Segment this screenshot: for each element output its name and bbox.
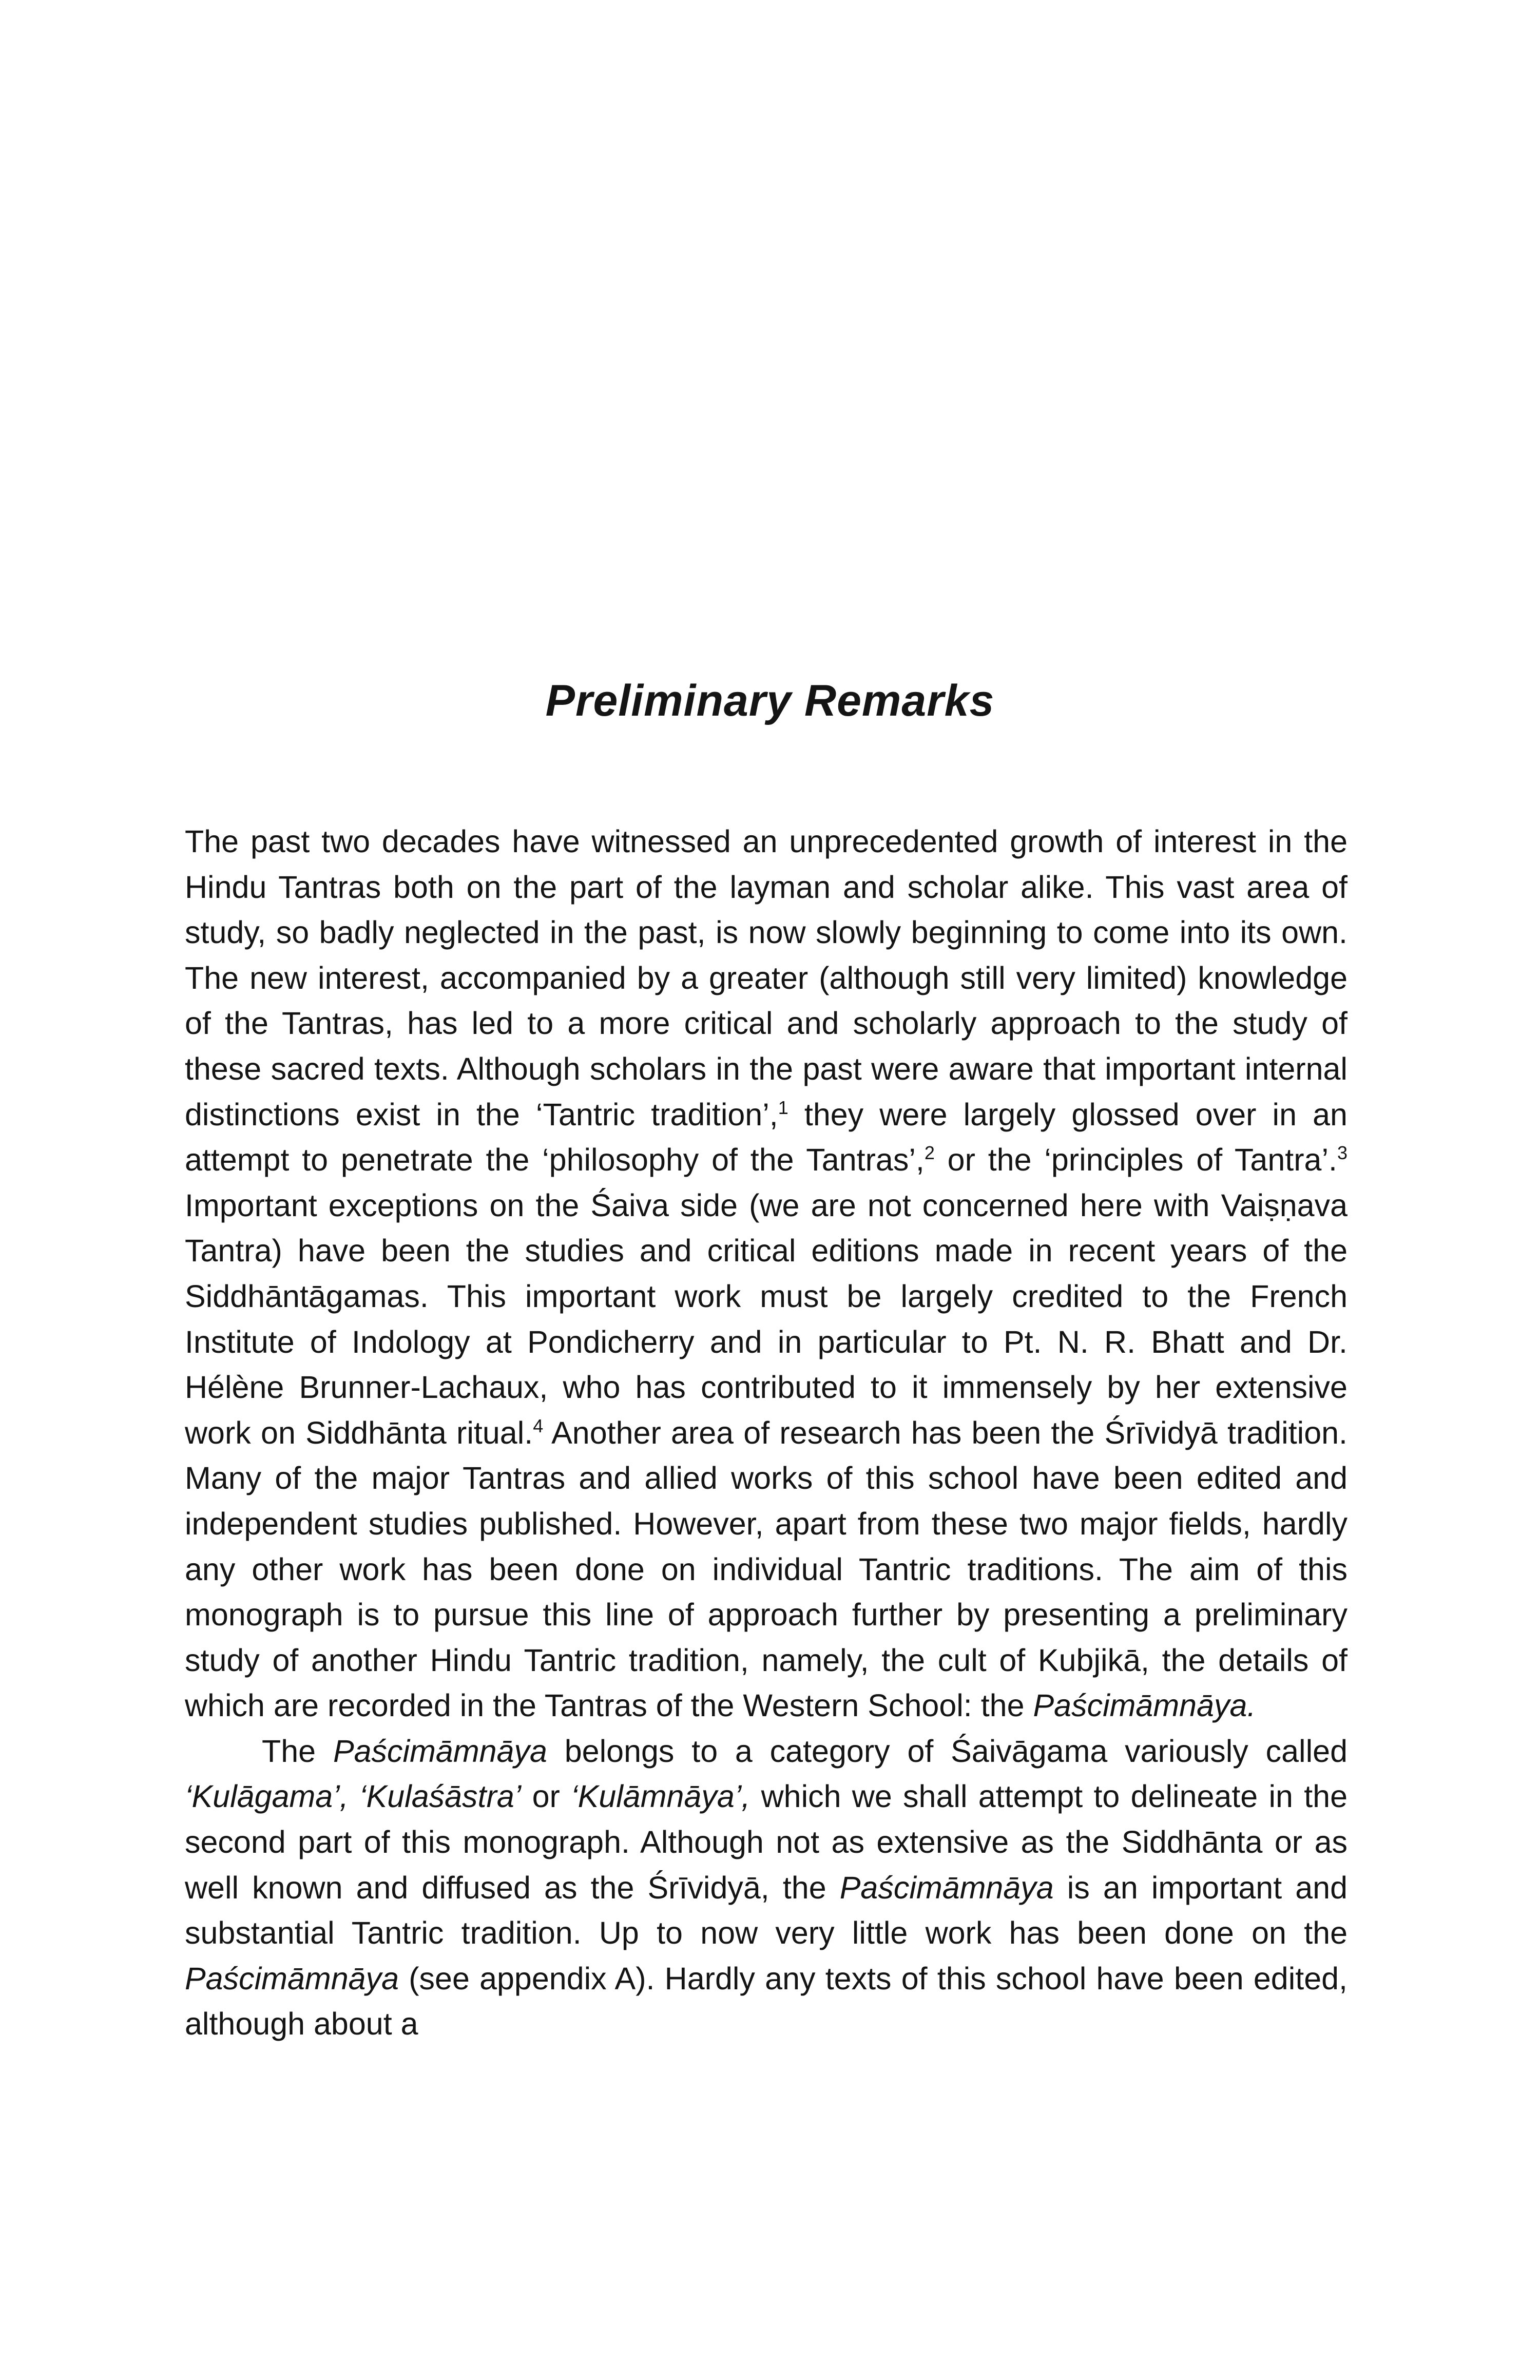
text-segment: or bbox=[521, 1779, 571, 1814]
text-segment: is an important and substantial Tantric tradition. Up to now very little work has been done on the bbox=[185, 1870, 1348, 1951]
footnote-marker: 3 bbox=[1337, 1142, 1348, 1164]
italic-term: ‘Kulāmnāya’, bbox=[571, 1779, 750, 1814]
italic-term: Paścimāmnāya bbox=[333, 1733, 547, 1769]
italic-term: Paścimāmnāya bbox=[185, 1961, 399, 1996]
text-segment: Another area of research has been the Śrīvidyā tradition. Many of the major Tantras and allied works of this school have been edited and independent studies published. However, apart from these two major fields, hardly any other work has been done on individual Tantric traditions. The aim of this monograph is to pursue this line of approach further by presenting a preliminary study of another Hindu Tantric tradition, namely, the cult of Kubjikā, the details of which are recorded in the Tantras of the Western School: the bbox=[185, 1415, 1348, 1723]
italic-term: Paścimāmnāya bbox=[839, 1870, 1054, 1905]
page-title: Preliminary Remarks bbox=[545, 676, 995, 725]
text-segment: they were largely glossed over in an attempt to penetrate the ‘philosophy of the Tantras’, bbox=[185, 1097, 1348, 1178]
footnote-marker: 1 bbox=[778, 1097, 788, 1118]
text-segment: or the ‘principles of Tantra’. bbox=[934, 1142, 1337, 1178]
body-text bbox=[185, 819, 1348, 2047]
text-segment: (see appendix A). Hardly any texts of this school have been edited, although about a bbox=[185, 1961, 1348, 2042]
italic-term: Paścimāmnāya. bbox=[1033, 1688, 1256, 1723]
paragraph-2 bbox=[185, 1729, 1348, 2047]
text-segment: belongs to a category of Śaivāgama variously called bbox=[547, 1733, 1348, 1769]
paragraph-1 bbox=[185, 819, 1348, 1729]
text-segment: The past two decades have witnessed an unprecedented growth of interest in the Hindu Tantras both on the part of the layman and scholar alike. This vast area of study, so badly neglected in the past, is now slowly beginning to come into its own. The new interest, accompanied by a greater (although still very limited) knowledge of the Tantras, has led to a more critical and scholarly approach to the study of these sacred texts. Although scholars in the past were aware that important internal distinctions exist in the ‘Tantric tradition’, bbox=[185, 824, 1348, 1132]
text-segment: The bbox=[262, 1733, 333, 1769]
footnote-marker: 2 bbox=[924, 1142, 935, 1164]
footnote-marker: 4 bbox=[533, 1415, 544, 1436]
italic-term: ‘Kulāgama’, ‘Kulaśāstra’ bbox=[185, 1779, 522, 1814]
text-segment: which we shall attempt to delineate in the second part of this monograph. Although not as extensive as the Siddhānta or as well known and diffused as the Śrīvidyā, the bbox=[185, 1779, 1348, 1905]
text-segment: Important exceptions on the Śaiva side (we are not concerned here with Vaiṣṇava Tantra) have been the studies and critical editions made in recent years of the Siddhāntāgamas. This important work must be largely credited to the French Institute of Indology at Pondicherry and in particular to Pt. N. R. Bhatt and Dr. Hélène Brunner-Lachaux, who has contributed to it immensely by her extensive work on Siddhānta ritual. bbox=[185, 1187, 1348, 1450]
